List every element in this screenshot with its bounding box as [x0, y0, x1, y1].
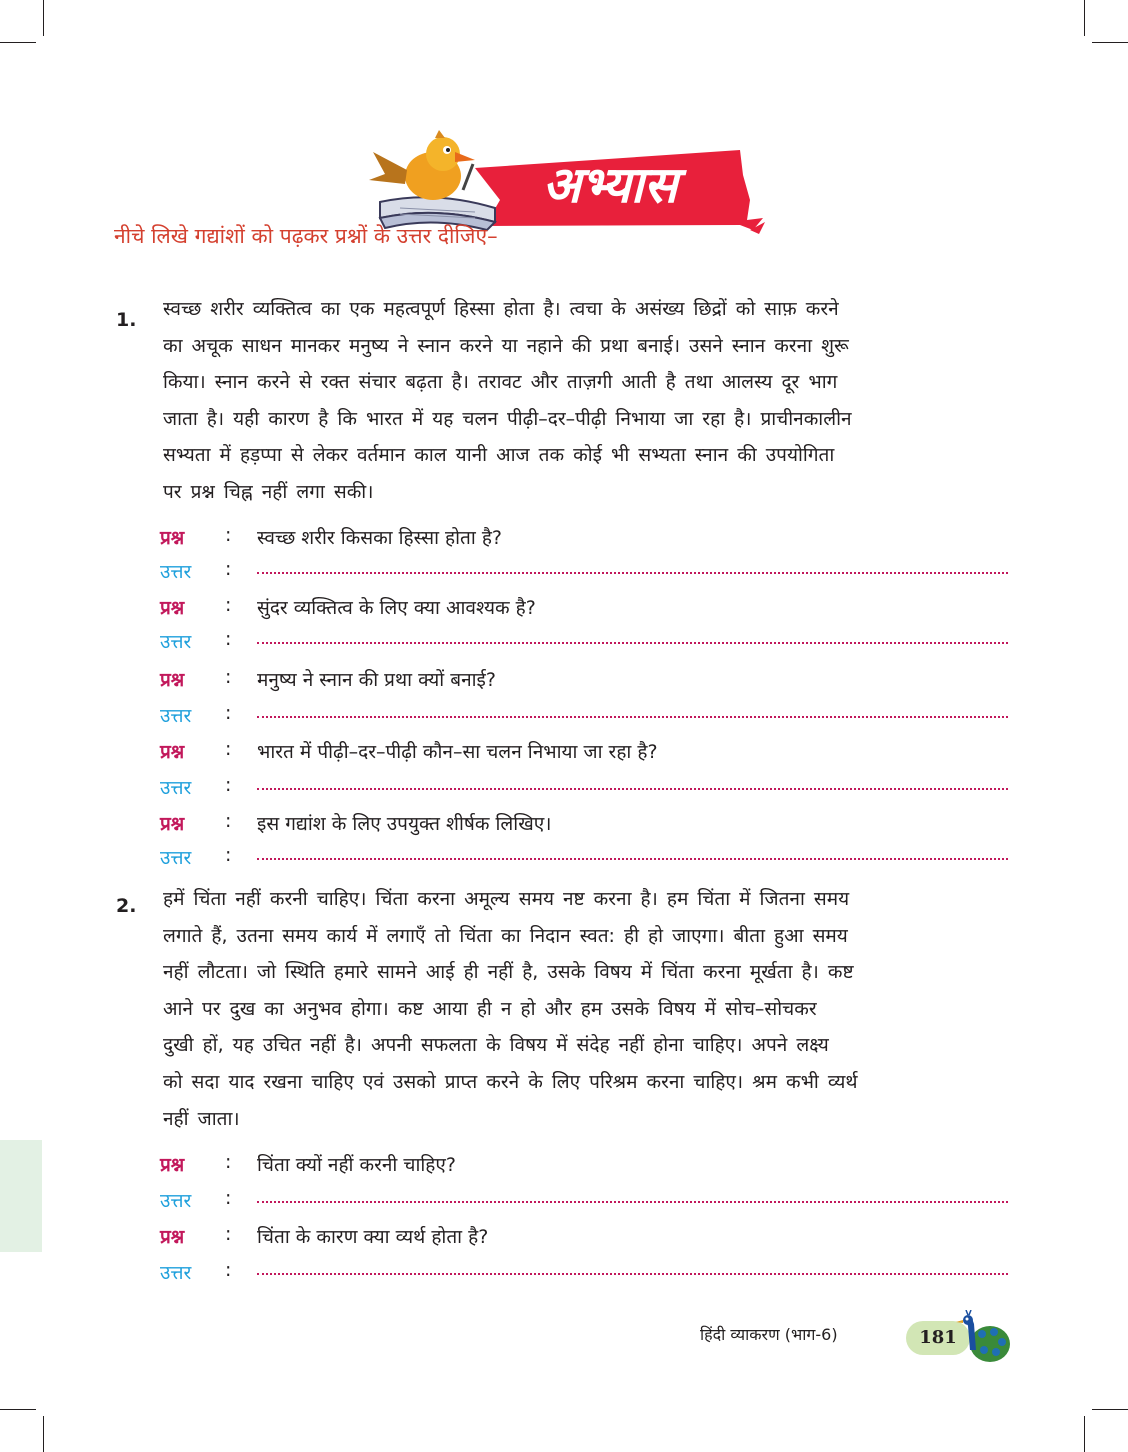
- crop-mark: [1084, 1416, 1085, 1452]
- colon: :: [225, 1259, 232, 1281]
- question-label: प्रश्न: [160, 741, 185, 763]
- question-row: [160, 524, 1020, 554]
- question-row: [160, 810, 1020, 840]
- answer-label: उत्तर: [160, 847, 192, 869]
- answer-label: उत्तर: [160, 705, 192, 727]
- passage-line: पर प्रश्न चिह्न नहीं लगा सकी।: [163, 480, 374, 503]
- page-number: 181: [906, 1321, 970, 1355]
- colon: :: [225, 774, 232, 796]
- crop-mark: [1092, 1409, 1128, 1410]
- answer-row: [160, 702, 1020, 732]
- question-row: [160, 594, 1020, 624]
- colon: :: [225, 524, 232, 546]
- colon: :: [225, 738, 232, 760]
- instruction-text: नीचे लिखे गद्यांशों को पढ़कर प्रश्नों के उत्तर दीजिए–: [114, 224, 498, 248]
- question-row: [160, 1151, 1020, 1181]
- answer-row: [160, 558, 1020, 588]
- question-label: प्रश्न: [160, 527, 185, 549]
- passage-text: [163, 291, 1013, 511]
- passage-line: किया। स्नान करने से रक्त संचार बढ़ता है। तरावट और ताज़गी आती है तथा आलस्य दूर भाग: [163, 371, 838, 394]
- answer-row: [160, 844, 1020, 874]
- crop-mark: [1084, 0, 1085, 36]
- answer-line[interactable]: [257, 1201, 1008, 1203]
- book-title: हिंदी व्याकरण (भाग-6): [700, 1325, 838, 1344]
- crop-mark: [43, 0, 44, 36]
- passage-line: हमें चिंता नहीं करनी चाहिए। चिंता करना अमूल्य समय नष्ट करना है। हम चिंता में जितना समय: [163, 888, 850, 910]
- passage-line: दुखी हों, यह उचित नहीं है। अपनी सफलता के विषय में संदेह नहीं होना चाहिए। अपने लक्ष्य: [163, 1034, 829, 1057]
- answer-row: [160, 774, 1020, 804]
- peacock-icon: [952, 1310, 1012, 1366]
- passage-line: का अचूक साधन मानकर मनुष्य ने स्नान करने या नहाने की प्रथा बनाई। उसने स्नान करना शुरू: [163, 334, 849, 357]
- answer-line[interactable]: [257, 858, 1008, 860]
- answer-label: उत्तर: [160, 561, 192, 583]
- passage-number: 1.: [116, 309, 137, 331]
- question-text: स्वच्छ शरीर किसका हिस्सा होता है?: [257, 527, 503, 549]
- passage-line: नहीं लौटता। जो स्थिति हमारे सामने आई ही नहीं है, उसके विषय में चिंता करना मूर्खता है। कष्ट: [163, 961, 854, 984]
- answer-line[interactable]: [257, 642, 1008, 644]
- answer-label: उत्तर: [160, 631, 192, 653]
- colon: :: [225, 666, 232, 688]
- colon: :: [225, 1151, 232, 1173]
- answer-label: उत्तर: [160, 1262, 192, 1284]
- colon: :: [225, 702, 232, 724]
- bird-icon: [369, 130, 475, 200]
- question-text: चिंता के कारण क्या व्यर्थ होता है?: [257, 1226, 489, 1248]
- crop-mark: [0, 42, 36, 43]
- answer-row: [160, 1187, 1020, 1217]
- question-label: प्रश्न: [160, 669, 185, 691]
- question-text: चिंता क्यों नहीं करनी चाहिए?: [257, 1154, 456, 1176]
- colon: :: [225, 558, 232, 580]
- passage-line: नहीं जाता।: [163, 1107, 240, 1130]
- colon: :: [225, 1223, 232, 1245]
- passage-line: जाता है। यही कारण है कि भारत में यह चलन पीढ़ी–दर–पीढ़ी निभाया जा रहा है। प्राचीनकालीन: [163, 407, 852, 430]
- answer-label: उत्तर: [160, 777, 192, 799]
- passage-line: सभ्यता में हड़प्पा से लेकर वर्तमान काल यानी आज तक कोई भी सभ्यता स्नान की उपयोगिता: [163, 444, 835, 467]
- question-text: भारत में पीढ़ी–दर–पीढ़ी कौन–सा चलन निभाया जा रहा है?: [257, 741, 658, 763]
- passage-line: लगाते हैं, उतना समय कार्य में लगाएँ तो चिंता का निदान स्वत: ही हो जाएगा। बीता हुआ समय: [163, 924, 848, 947]
- passage-line: स्वच्छ शरीर व्यक्तित्व का एक महत्वपूर्ण हिस्सा होता है। त्वचा के असंख्य छिद्रों को साफ़ करने: [163, 298, 839, 320]
- question-text: मनुष्य ने स्नान की प्रथा क्यों बनाई?: [257, 669, 496, 691]
- question-row: [160, 666, 1020, 696]
- answer-line[interactable]: [257, 572, 1008, 574]
- page-title: अभ्यास: [542, 156, 678, 214]
- answer-row: [160, 628, 1020, 658]
- question-row: [160, 1223, 1020, 1253]
- colon: :: [225, 628, 232, 650]
- question-text: सुंदर व्यक्तित्व के लिए क्या आवश्यक है?: [257, 597, 536, 619]
- crop-mark: [43, 1416, 44, 1452]
- colon: :: [225, 810, 232, 832]
- side-tab: [0, 1140, 42, 1252]
- answer-row: [160, 1259, 1020, 1289]
- question-label: प्रश्न: [160, 813, 185, 835]
- question-label: प्रश्न: [160, 1226, 185, 1248]
- answer-line[interactable]: [257, 716, 1008, 718]
- answer-line[interactable]: [257, 1273, 1008, 1275]
- question-label: प्रश्न: [160, 1154, 185, 1176]
- question-label: प्रश्न: [160, 597, 185, 619]
- crop-mark: [0, 1409, 36, 1410]
- answer-label: उत्तर: [160, 1190, 192, 1212]
- colon: :: [225, 844, 232, 866]
- answer-line[interactable]: [257, 788, 1008, 790]
- colon: :: [225, 594, 232, 616]
- question-row: [160, 738, 1020, 768]
- question-text: इस गद्यांश के लिए उपयुक्त शीर्षक लिखिए।: [257, 813, 552, 835]
- passage-line: को सदा याद रखना चाहिए एवं उसको प्राप्त करने के लिए परिश्रम करना चाहिए। श्रम कभी व्यर्थ: [163, 1070, 858, 1093]
- colon: :: [225, 1187, 232, 1209]
- passage-line: आने पर दुख का अनुभव होगा। कष्ट आया ही न हो और हम उसके विषय में सोच–सोचकर: [163, 997, 817, 1020]
- passage-number: 2.: [116, 895, 137, 917]
- crop-mark: [1092, 42, 1128, 43]
- passage-text: [163, 881, 1013, 1137]
